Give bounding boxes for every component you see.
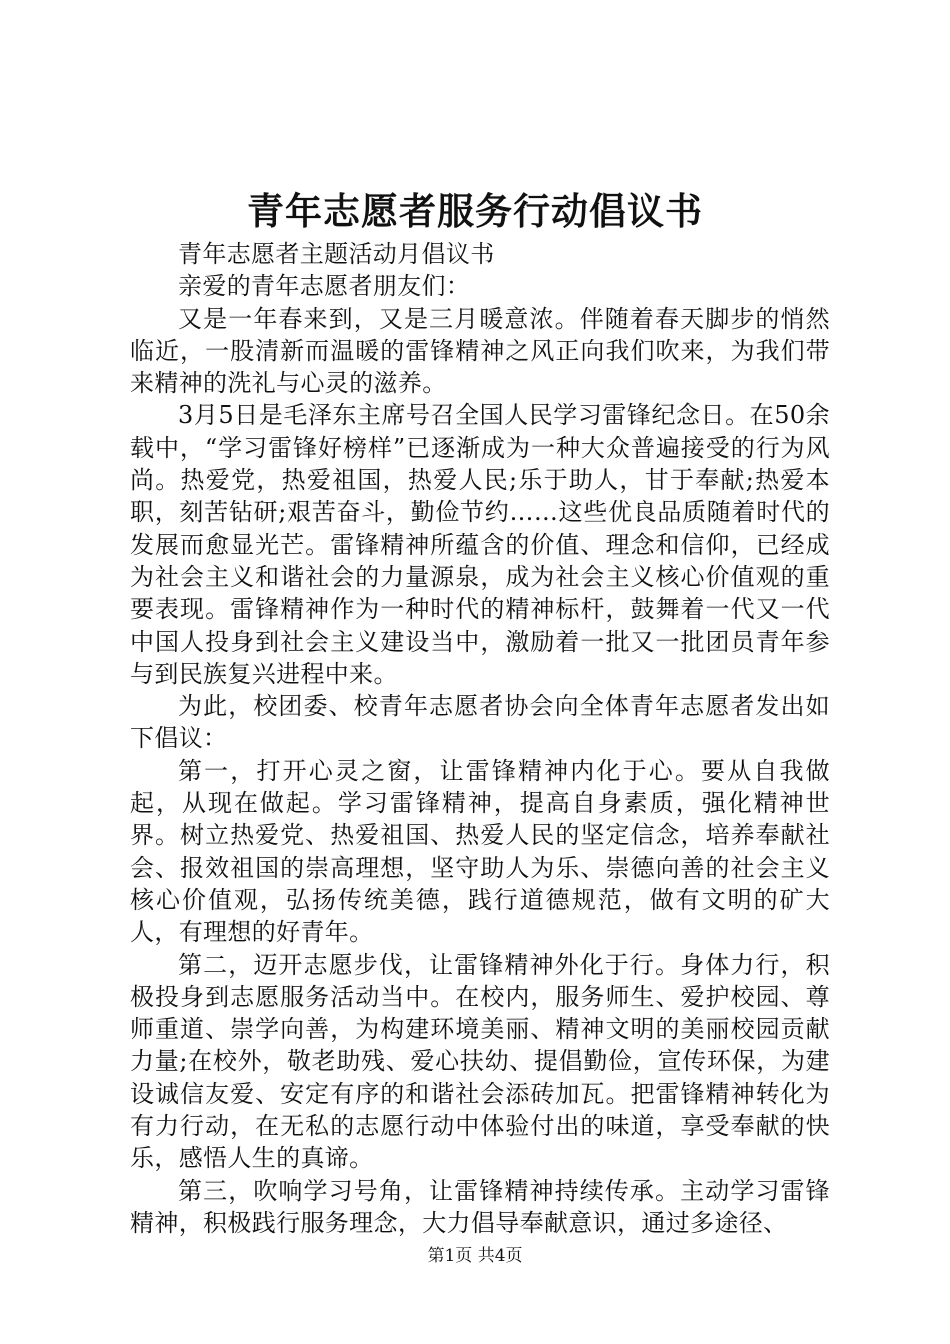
paragraph-proposal-lead: 为此，校团委、校青年志愿者协会向全体青年志愿者发出如下倡议： xyxy=(130,692,830,753)
paragraph-third-point: 第三，吹响学习号角，让雷锋精神持续传承。主动学习雷锋精神，积极践行服务理念，大力倡导奉献意识，通过多途径、 xyxy=(130,1176,830,1237)
page-number-footer: 第1页 共4页 xyxy=(427,1246,523,1266)
document-title: 青年志愿者服务行动倡议书 xyxy=(247,189,703,233)
paragraph-subtitle: 青年志愿者主题活动月倡议书 xyxy=(178,240,495,268)
paragraph-first-point: 第一，打开心灵之窗，让雷锋精神内化于心。要从自我做起，从现在做起。学习雷锋精神，提高自身素质，强化精神世界。树立热爱党、热爱祖国、热爱人民的坚定信念，培养奉献社会、报效祖国的崇高理想，坚守助人为乐、崇德向善的社会主义核心价值观，弘扬传统美德，践行道德规范，做有文明的矿大人，有理想的好青年。 xyxy=(130,756,830,947)
document-body xyxy=(130,238,830,1239)
paragraph-salutation: 亲爱的青年志愿者朋友们： xyxy=(178,272,471,301)
paragraph-second-point: 第二，迈开志愿步伐，让雷锋精神外化于行。身体力行，积极投身到志愿服务活动当中。在校内，服务师生、爱护校园、尊师重道、崇学向善，为构建环境美丽、精神文明的美丽校园贡献力量;在校外，敬老助残、爱心扶幼、提倡勤俭，宣传环保，为建设诚信友爱、安定有序的和谐社会添砖加瓦。把雷锋精神转化为有力行动，在无私的志愿行动中体验付出的味道，享受奉献的快乐，感悟人生的真谛。 xyxy=(130,950,830,1173)
paragraph-background: 3月5日是毛泽东主席号召全国人民学习雷锋纪念日。在50余载中，“学习雷锋好榜样”已逐渐成为一种大众普遍接受的行为风尚。热爱党，热爱祖国，热爱人民;乐于助人，甘于奉献;热爱本职，刻苦钻研;艰苦奋斗，勤俭节约……这些优良品质随着时代的发展而愈显光芒。雷锋精神所蕴含的价值、理念和信仰，已经成为社会主义和谐社会的力量源泉，成为社会主义核心价值观的重要表现。雷锋精神作为一种时代的精神标杆，鼓舞着一代又一代中国人投身到社会主义建设当中，激励着一批又一批团员青年参与到民族复兴进程中来。 xyxy=(130,401,830,688)
paragraph-intro: 又是一年春来到，又是三月暖意浓。伴随着春天脚步的悄然临近，一股清新而温暖的雷锋精神之风正向我们吹来，为我们带来精神的洗礼与心灵的滋养。 xyxy=(130,304,830,398)
